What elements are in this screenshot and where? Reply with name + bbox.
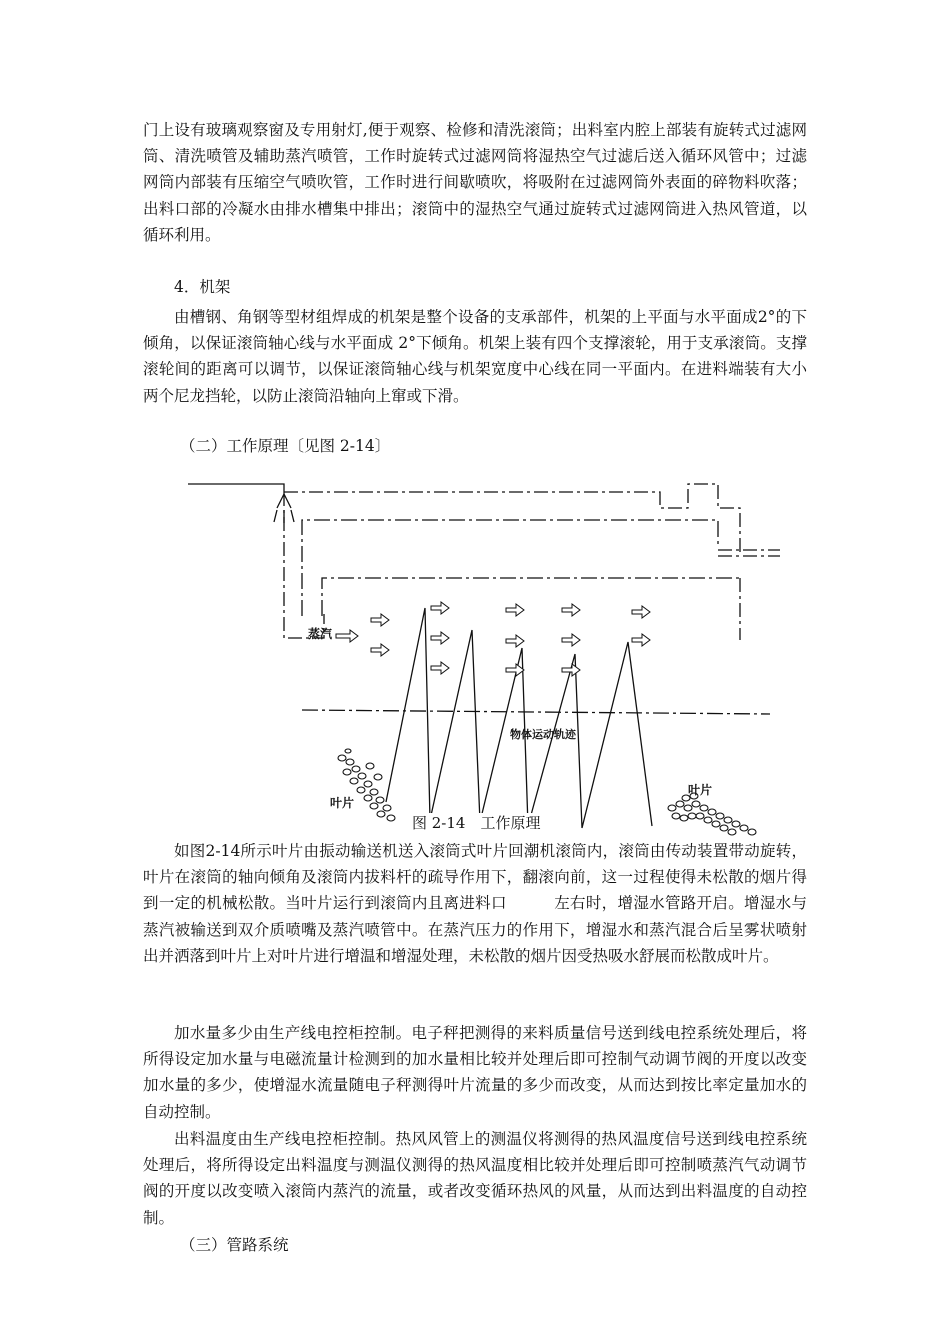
trajectory-label: 物体运动轨迹: [510, 728, 576, 741]
leaf-label-left: 叶片: [330, 796, 355, 810]
figure-caption: 图 2-14 工作原理: [408, 813, 544, 833]
drum-outer-shell: [302, 520, 718, 616]
section-heading-piping: （三）管路系统: [180, 1236, 289, 1254]
steam-pipe-line: [188, 484, 284, 492]
principle-paragraph-2: 加水量多少由生产线电控柜控制。电子秤把测得的来料质量信号送到线电控系统处理后，将所得设定加水量与电磁流量计检测到的加水量相比较并处理后即可控制气动调节阀的开度以改变加水量的多少，使增湿水流量随电子秤测得叶片流量的多少而改变，从而达到按比率定量加水的自动控制。: [143, 1024, 807, 1121]
intro-paragraph: 门上设有玻璃观察窗及专用射灯,便于观察、检修和清洗滚筒；出料室内腔上部装有旋转式过滤网筒、清洗喷管及辅助蒸汽喷管，工作时旋转式过滤网筒将湿热空气过滤后送入循环风管中；过滤网筒内部装有压缩空气喷吹管，工作时进行间歇喷吹，将吸附在过滤网筒外表面的碎物料吹落；出料口部的冷凝水由排水槽集中排出；滚筒中的湿热空气通过旋转式过滤网筒进入热风管道，以循环利用。: [143, 121, 807, 244]
section-heading-principle: （二）工作原理〔见图 2-14〕: [180, 437, 391, 455]
frame-paragraph: 由槽钢、角钢等型材组焊成的机架是整个设备的支承部件，机架的上平面与水平面成2°的下倾角，以保证滚筒轴心线与水平面成 2°下倾角。机架上装有四个支撑滚轮，用于支承滚筒。支撑滚轮间的距离可以调节，以保证滚筒轴心线与机架宽度中心线在同一平面内。在进料端装有大小两个尼龙挡轮，以防止滚筒沿轴向上窜或下滑。: [143, 308, 807, 405]
principle-paragraph-3: 出料温度由生产线电控柜控制。热风风管上的测温仪将测得的热风温度信号送到线电控系统处理后，将所得设定出料温度与测温仪测得的热风温度相比较并处理后即可控制喷蒸汽气动调节阀的开度以改变喷入滚筒内蒸汽的流量，或者改变循环热风的风量，从而达到出料温度的自动控制。: [143, 1130, 807, 1227]
steam-label: 蒸汽: [308, 627, 333, 641]
section-heading-frame: 4．机架: [174, 278, 231, 296]
leaf-cluster-left: [338, 749, 395, 821]
principle-paragraph-1: 如图2-14所示叶片由振动输送机送入滚筒式叶片回潮机滚筒内，滚筒由传动装置带动旋转，叶片在滚筒的轴向倾角及滚筒内拔料杆的疏导作用下，翻滚向前，这一过程使得未松散的烟片得到一定的机械松散。当叶片运行到滚筒内且离进料口 左右时，增湿水管路开启。增湿水与蒸汽被输送到双介质喷嘴及蒸汽喷管中。在蒸汽压力的作用下，增湿水和蒸汽混合后呈雾状喷射出并洒落到叶片上对叶片进行增温和增湿处理，未松散的烟片因受热吸水舒展而松散成叶片。: [143, 842, 807, 965]
drum-axis-line: [302, 710, 770, 714]
steam-pipe-down: [284, 492, 324, 638]
leaf-label-right: 叶片: [688, 783, 713, 797]
hot-air-flow-arrows: [371, 602, 650, 676]
drum-inner-shell: [322, 578, 740, 616]
working-principle-diagram: [180, 470, 780, 840]
leaf-cluster-right: [668, 793, 756, 835]
